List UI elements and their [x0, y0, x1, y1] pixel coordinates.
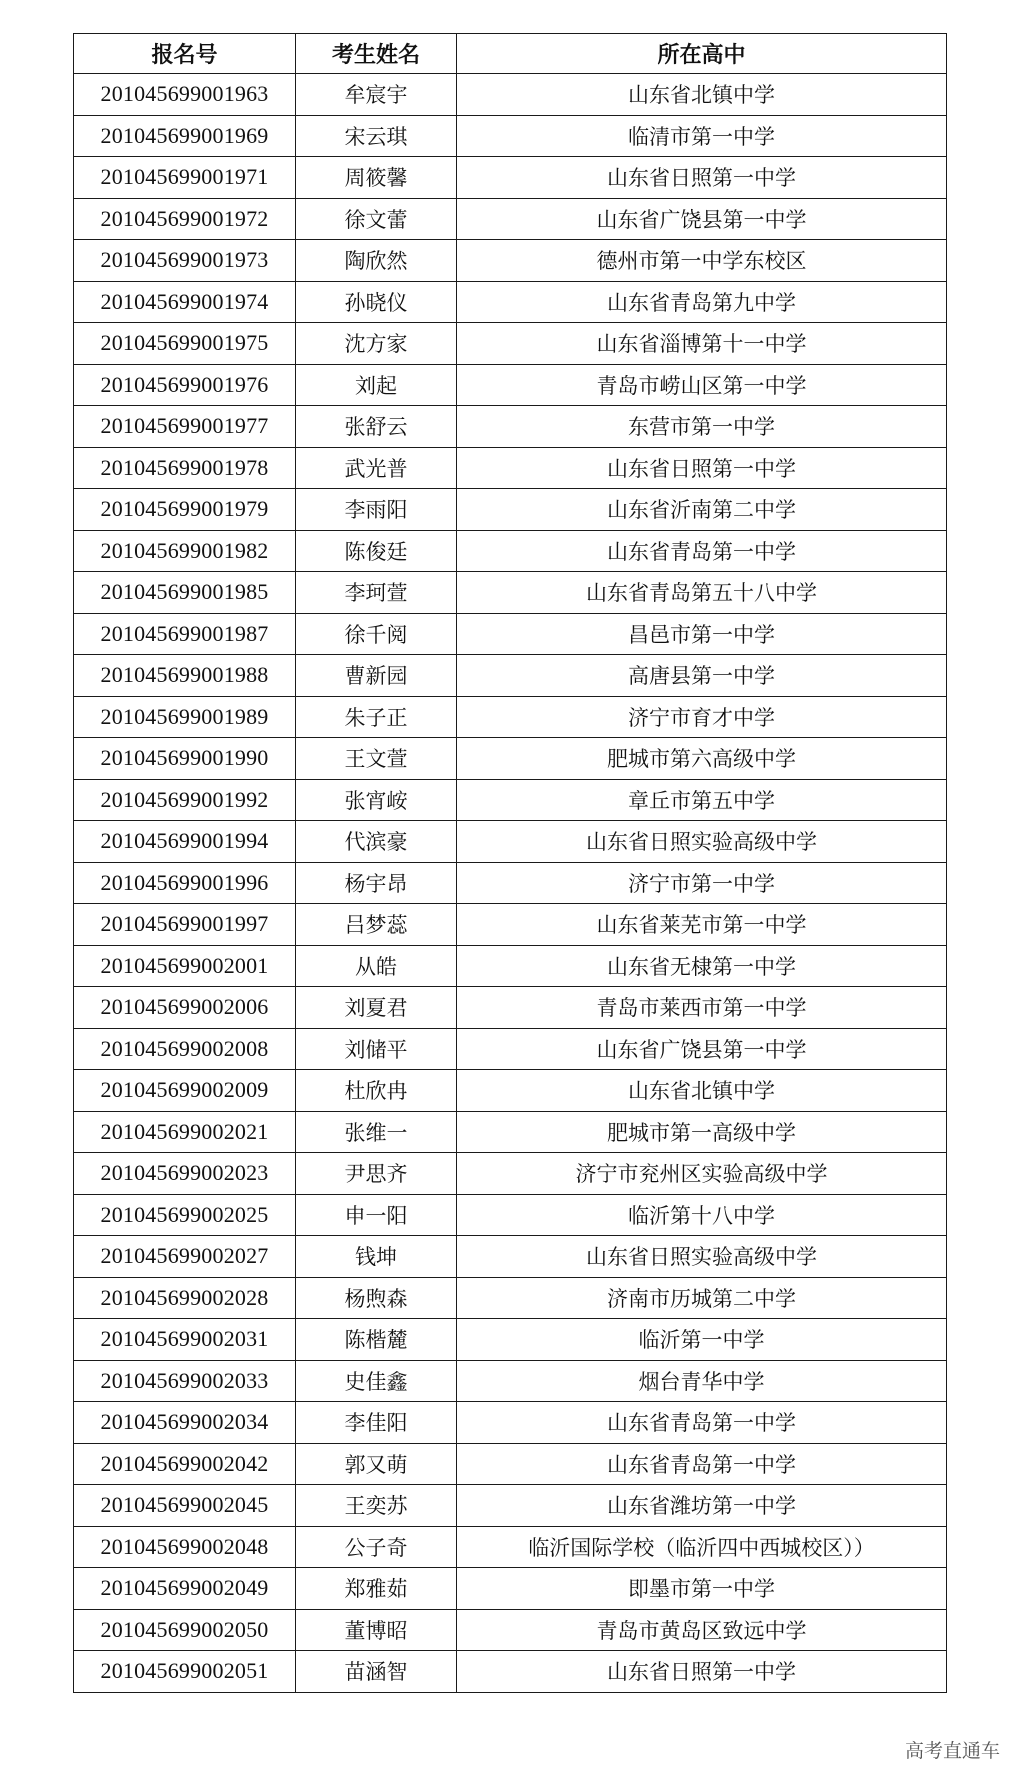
- registration-number-cell: 201045699002033: [74, 1360, 296, 1402]
- table-row: [74, 198, 947, 240]
- header-registration-number: 报名号: [74, 34, 296, 74]
- high-school-cell: 青岛市崂山区第一中学: [457, 364, 947, 406]
- high-school-cell: 山东省日照实验高级中学: [457, 1236, 947, 1278]
- registration-number-cell: 201045699002023: [74, 1153, 296, 1195]
- high-school-cell: 济宁市第一中学: [457, 862, 947, 904]
- high-school-cell: 昌邑市第一中学: [457, 613, 947, 655]
- high-school-cell: 山东省潍坊第一中学: [457, 1485, 947, 1527]
- candidate-name-cell: 申一阳: [296, 1194, 457, 1236]
- table-row: [74, 364, 947, 406]
- candidate-name-cell: 公子奇: [296, 1526, 457, 1568]
- high-school-cell: 山东省青岛第一中学: [457, 1402, 947, 1444]
- high-school-cell: 山东省日照第一中学: [457, 447, 947, 489]
- table-row: [74, 821, 947, 863]
- high-school-cell: 山东省北镇中学: [457, 74, 947, 116]
- registration-number-cell: 201045699001992: [74, 779, 296, 821]
- high-school-cell: 山东省日照第一中学: [457, 157, 947, 199]
- high-school-cell: 山东省广饶县第一中学: [457, 1028, 947, 1070]
- high-school-cell: 山东省莱芜市第一中学: [457, 904, 947, 946]
- table-body: [74, 74, 947, 1693]
- table-row: [74, 862, 947, 904]
- table-row: [74, 1028, 947, 1070]
- high-school-cell: 山东省日照第一中学: [457, 1651, 947, 1693]
- candidate-name-cell: 从皓: [296, 945, 457, 987]
- high-school-cell: 山东省青岛第一中学: [457, 1443, 947, 1485]
- table-row: [74, 1402, 947, 1444]
- registration-number-cell: 201045699001988: [74, 655, 296, 697]
- high-school-cell: 山东省青岛第九中学: [457, 281, 947, 323]
- registration-number-cell: 201045699002009: [74, 1070, 296, 1112]
- candidate-name-cell: 刘储平: [296, 1028, 457, 1070]
- registration-number-cell: 201045699001974: [74, 281, 296, 323]
- candidate-name-cell: 刘夏君: [296, 987, 457, 1029]
- table-row: [74, 1070, 947, 1112]
- header-candidate-name: 考生姓名: [296, 34, 457, 74]
- registration-number-cell: 201045699001978: [74, 447, 296, 489]
- table-row: [74, 1443, 947, 1485]
- registration-number-cell: 201045699001963: [74, 74, 296, 116]
- registration-number-cell: 201045699001975: [74, 323, 296, 365]
- candidate-name-cell: 孙晓仪: [296, 281, 457, 323]
- registration-number-cell: 201045699002034: [74, 1402, 296, 1444]
- registration-number-cell: 201045699002001: [74, 945, 296, 987]
- candidate-name-cell: 杨煦森: [296, 1277, 457, 1319]
- high-school-cell: 临沂国际学校（临沂四中西城校区））: [457, 1526, 947, 1568]
- high-school-cell: 德州市第一中学东校区: [457, 240, 947, 282]
- registration-number-cell: 201045699001982: [74, 530, 296, 572]
- table-row: [74, 1609, 947, 1651]
- high-school-cell: 临沂第一中学: [457, 1319, 947, 1361]
- table-row: [74, 74, 947, 116]
- high-school-cell: 山东省广饶县第一中学: [457, 198, 947, 240]
- table-row: [74, 281, 947, 323]
- high-school-cell: 山东省北镇中学: [457, 1070, 947, 1112]
- table-row: [74, 157, 947, 199]
- high-school-cell: 山东省青岛第一中学: [457, 530, 947, 572]
- candidate-name-cell: 陶欣然: [296, 240, 457, 282]
- candidate-name-cell: 周筱馨: [296, 157, 457, 199]
- high-school-cell: 高唐县第一中学: [457, 655, 947, 697]
- candidate-name-cell: 董博昭: [296, 1609, 457, 1651]
- high-school-cell: 临清市第一中学: [457, 115, 947, 157]
- registration-number-cell: 201045699001997: [74, 904, 296, 946]
- registration-number-cell: 201045699001971: [74, 157, 296, 199]
- table-row: [74, 1194, 947, 1236]
- candidate-name-cell: 代滨豪: [296, 821, 457, 863]
- registration-number-cell: 201045699001969: [74, 115, 296, 157]
- registration-number-cell: 201045699002021: [74, 1111, 296, 1153]
- candidate-name-cell: 曹新园: [296, 655, 457, 697]
- registration-number-cell: 201045699002051: [74, 1651, 296, 1693]
- high-school-cell: 章丘市第五中学: [457, 779, 947, 821]
- registration-number-cell: 201045699002050: [74, 1609, 296, 1651]
- candidate-name-cell: 武光普: [296, 447, 457, 489]
- registration-number-cell: 201045699001985: [74, 572, 296, 614]
- candidate-name-cell: 尹思齐: [296, 1153, 457, 1195]
- table-row: [74, 1651, 947, 1693]
- registration-number-cell: 201045699002031: [74, 1319, 296, 1361]
- roster-sheet: [73, 33, 946, 1693]
- table-row: [74, 1277, 947, 1319]
- watermark-text: 高考直通车: [904, 1740, 1000, 1762]
- candidate-name-cell: 张舒云: [296, 406, 457, 448]
- candidate-name-cell: 郑雅茹: [296, 1568, 457, 1610]
- candidate-name-cell: 沈方家: [296, 323, 457, 365]
- table-row: [74, 738, 947, 780]
- registration-number-cell: 201045699002042: [74, 1443, 296, 1485]
- candidate-name-cell: 李雨阳: [296, 489, 457, 531]
- table-row: [74, 1153, 947, 1195]
- candidate-name-cell: 李佳阳: [296, 1402, 457, 1444]
- registration-number-cell: 201045699001987: [74, 613, 296, 655]
- candidate-name-cell: 陈俊廷: [296, 530, 457, 572]
- candidate-name-cell: 徐文蕾: [296, 198, 457, 240]
- high-school-cell: 山东省淄博第十一中学: [457, 323, 947, 365]
- high-school-cell: 山东省无棣第一中学: [457, 945, 947, 987]
- candidate-name-cell: 张维一: [296, 1111, 457, 1153]
- table-row: [74, 1236, 947, 1278]
- table-row: [74, 655, 947, 697]
- table-row: [74, 489, 947, 531]
- table-row: [74, 447, 947, 489]
- candidate-table: [73, 33, 947, 1693]
- registration-number-cell: 201045699001989: [74, 696, 296, 738]
- registration-number-cell: 201045699001972: [74, 198, 296, 240]
- candidate-name-cell: 张宵峖: [296, 779, 457, 821]
- registration-number-cell: 201045699001976: [74, 364, 296, 406]
- candidate-name-cell: 钱坤: [296, 1236, 457, 1278]
- registration-number-cell: 201045699001977: [74, 406, 296, 448]
- registration-number-cell: 201045699002008: [74, 1028, 296, 1070]
- registration-number-cell: 201045699002045: [74, 1485, 296, 1527]
- high-school-cell: 济宁市兖州区实验高级中学: [457, 1153, 947, 1195]
- high-school-cell: 山东省青岛第五十八中学: [457, 572, 947, 614]
- candidate-name-cell: 苗涵智: [296, 1651, 457, 1693]
- header-high-school: 所在高中: [457, 34, 947, 74]
- registration-number-cell: 201045699001973: [74, 240, 296, 282]
- table-row: [74, 987, 947, 1029]
- table-row: [74, 1319, 947, 1361]
- registration-number-cell: 201045699001996: [74, 862, 296, 904]
- table-row: [74, 1360, 947, 1402]
- high-school-cell: 济宁市育才中学: [457, 696, 947, 738]
- registration-number-cell: 201045699002049: [74, 1568, 296, 1610]
- table-row: [74, 1526, 947, 1568]
- high-school-cell: 山东省沂南第二中学: [457, 489, 947, 531]
- registration-number-cell: 201045699002025: [74, 1194, 296, 1236]
- table-row: [74, 1485, 947, 1527]
- high-school-cell: 青岛市莱西市第一中学: [457, 987, 947, 1029]
- table-row: [74, 696, 947, 738]
- candidate-name-cell: 郭又萌: [296, 1443, 457, 1485]
- table-row: [74, 406, 947, 448]
- table-row: [74, 115, 947, 157]
- registration-number-cell: 201045699002006: [74, 987, 296, 1029]
- registration-number-cell: 201045699002027: [74, 1236, 296, 1278]
- registration-number-cell: 201045699002028: [74, 1277, 296, 1319]
- candidate-name-cell: 杨宇昂: [296, 862, 457, 904]
- table-row: [74, 1111, 947, 1153]
- high-school-cell: 肥城市第六高级中学: [457, 738, 947, 780]
- table-row: [74, 613, 947, 655]
- registration-number-cell: 201045699001990: [74, 738, 296, 780]
- registration-number-cell: 201045699001979: [74, 489, 296, 531]
- high-school-cell: 山东省日照实验高级中学: [457, 821, 947, 863]
- header-row: [74, 34, 947, 74]
- high-school-cell: 烟台青华中学: [457, 1360, 947, 1402]
- high-school-cell: 临沂第十八中学: [457, 1194, 947, 1236]
- table-row: [74, 240, 947, 282]
- table-row: [74, 323, 947, 365]
- candidate-name-cell: 徐千阅: [296, 613, 457, 655]
- high-school-cell: 东营市第一中学: [457, 406, 947, 448]
- high-school-cell: 青岛市黄岛区致远中学: [457, 1609, 947, 1651]
- registration-number-cell: 201045699001994: [74, 821, 296, 863]
- candidate-name-cell: 王文萱: [296, 738, 457, 780]
- registration-number-cell: 201045699002048: [74, 1526, 296, 1568]
- table-row: [74, 530, 947, 572]
- table-row: [74, 572, 947, 614]
- candidate-name-cell: 王奕苏: [296, 1485, 457, 1527]
- candidate-name-cell: 史佳鑫: [296, 1360, 457, 1402]
- candidate-name-cell: 宋云琪: [296, 115, 457, 157]
- candidate-name-cell: 刘起: [296, 364, 457, 406]
- table-row: [74, 945, 947, 987]
- high-school-cell: 济南市历城第二中学: [457, 1277, 947, 1319]
- candidate-name-cell: 牟宸宇: [296, 74, 457, 116]
- table-row: [74, 779, 947, 821]
- high-school-cell: 即墨市第一中学: [457, 1568, 947, 1610]
- table-row: [74, 1568, 947, 1610]
- candidate-name-cell: 杜欣冉: [296, 1070, 457, 1112]
- candidate-name-cell: 吕梦蕊: [296, 904, 457, 946]
- candidate-name-cell: 陈楷麓: [296, 1319, 457, 1361]
- table-row: [74, 904, 947, 946]
- candidate-name-cell: 朱子正: [296, 696, 457, 738]
- high-school-cell: 肥城市第一高级中学: [457, 1111, 947, 1153]
- candidate-name-cell: 李珂萱: [296, 572, 457, 614]
